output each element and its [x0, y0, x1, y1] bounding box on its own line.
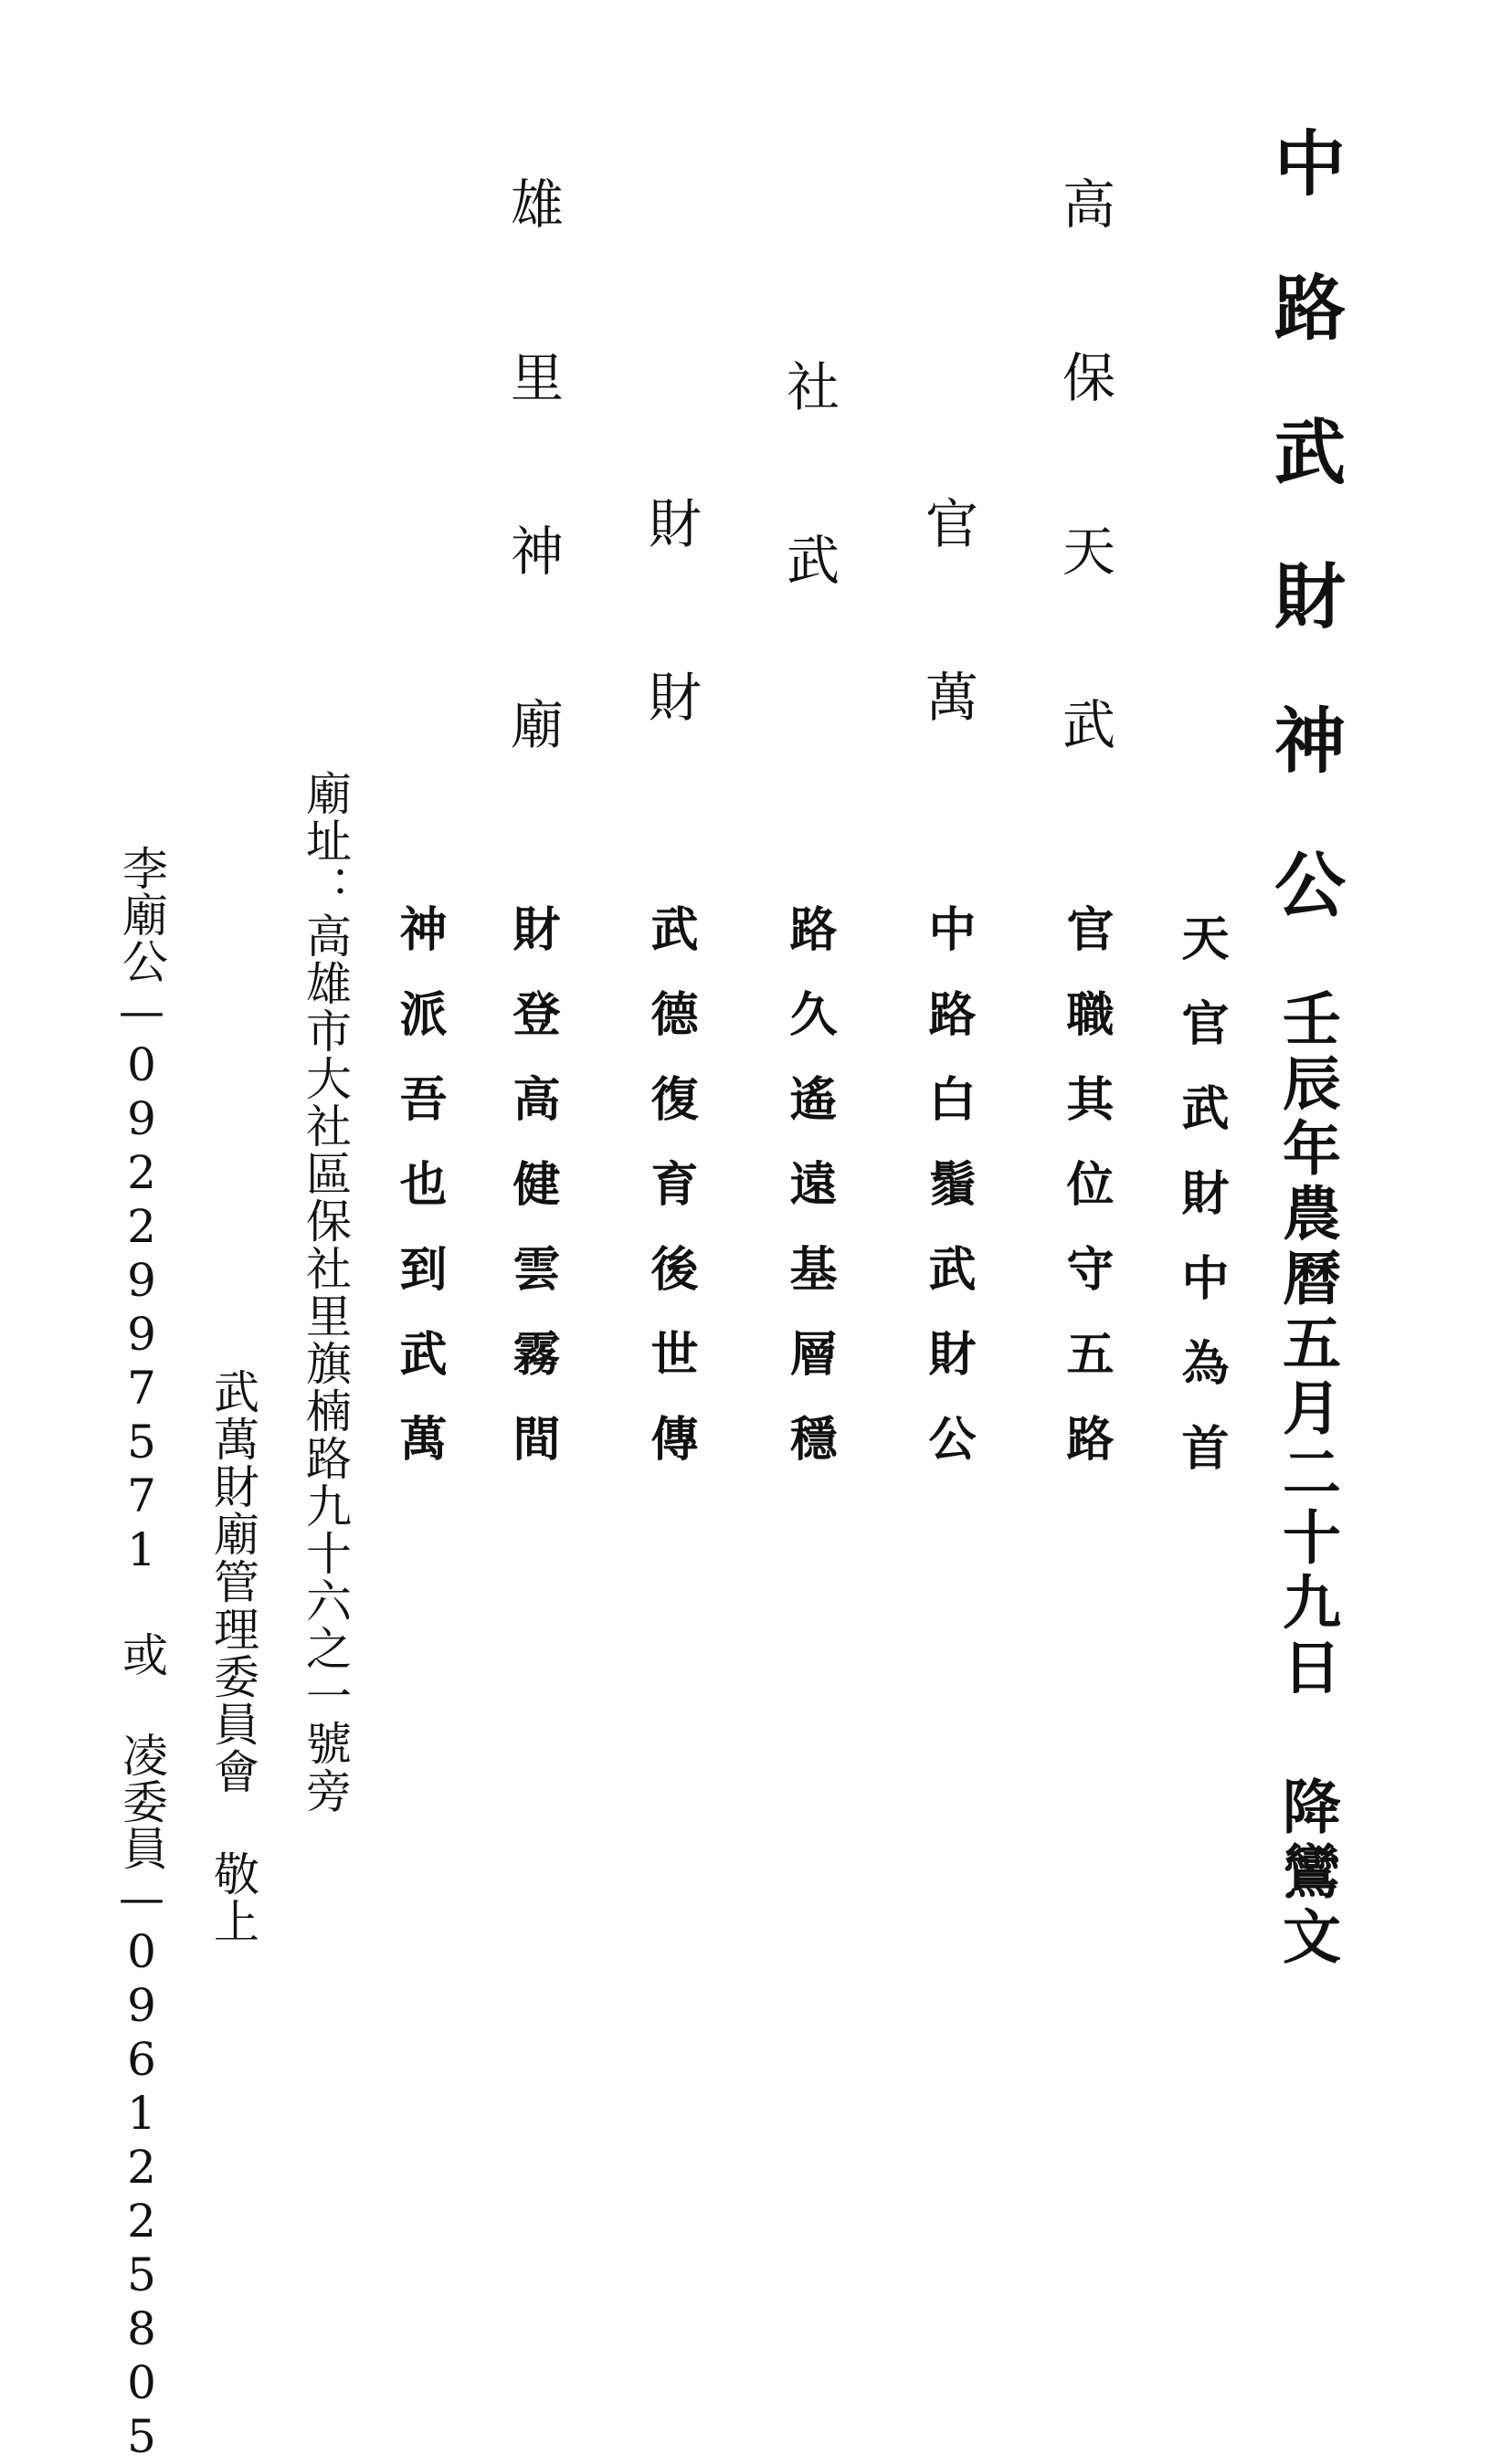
couplet-line-3: 社武: [777, 359, 840, 706]
poem-line-5: 武德復育後世傳: [642, 904, 698, 1499]
temple-address: 廟址：高雄市大社區保社里旗楠路九十六之一號旁: [299, 770, 352, 1815]
couplet-line-5: 雄里神廟: [502, 176, 564, 870]
contact-info: 李廟公—0922997571 或 凌委員—0961225805: [115, 845, 168, 2464]
poem-line-7: 神派吾也到武萬: [391, 904, 447, 1499]
committee-signature: 武萬財廟管理委員會 敬上: [206, 1368, 259, 1945]
poem-line-6: 財登高健雲霧間: [504, 904, 560, 1499]
poem-line-2: 官職其位守五路: [1058, 904, 1114, 1499]
couplet-line-1: 高保天武: [1053, 176, 1115, 870]
couplet-line-4: 財財: [639, 496, 702, 843]
date-line: 壬辰年農曆五月二十九日 降鸞文: [1273, 988, 1341, 1971]
poem-line-4: 路久遙遠基層穩: [781, 904, 837, 1499]
poem-line-3: 中路白鬚武財公: [920, 904, 976, 1499]
poem-line-1: 天官武財中為首: [1173, 913, 1229, 1508]
page-title: 中路武財神公: [1263, 126, 1346, 992]
couplet-line-2: 官萬: [916, 496, 978, 843]
